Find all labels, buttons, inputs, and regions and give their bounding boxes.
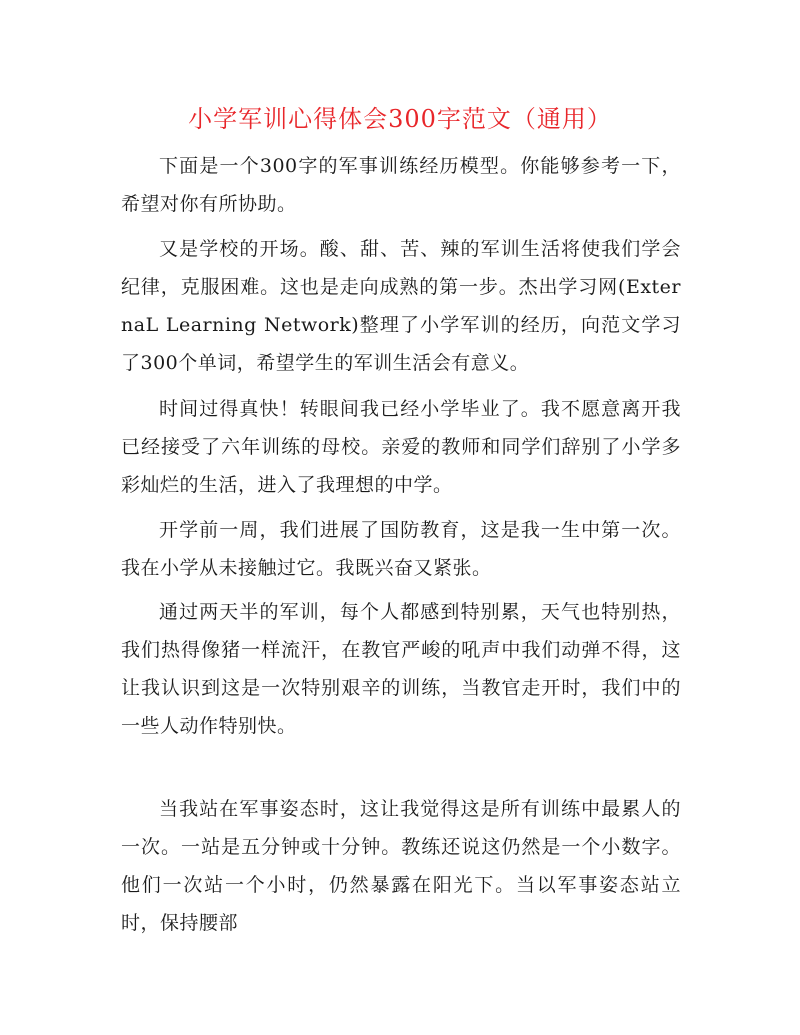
paragraph-school-start: 又是学校的开场。酸、甜、苦、辣的军训生活将使我们学会纪律，克服困难。这也是走向成熟的第一步。杰出学习网(ExternaL Learning Network)整理了小学军训的经历，向范文学习了300个单词，希望学生的军训生活会有意义。 xyxy=(121,238,681,374)
paragraph-military-posture: 当我站在军事姿态时，这让我觉得这是所有训练中最累人的一次。一站是五分钟或十分钟。教练还说这仍然是一个小数字。他们一次站一个小时，仍然暴露在阳光下。当以军事姿态站立时，保持腰部 xyxy=(121,798,681,934)
paragraph-intro: 下面是一个300字的军事训练经历模型。你能够参考一下，希望对你有所协助。 xyxy=(121,155,681,215)
document-title: 小学军训心得体会300字范文（通用） xyxy=(188,105,612,133)
paragraph-graduation: 时间过得真快！转眼间我已经小学毕业了。我不愿意离开我已经接受了六年训练的母校。亲爱的教师和同学们辞别了小学多彩灿烂的生活，进入了我理想的中学。 xyxy=(121,398,681,496)
paragraph-defense-education: 开学前一周，我们进展了国防教育，这是我一生中第一次。我在小学从未接触过它。我既兴奋又紧张。 xyxy=(121,519,681,579)
paragraph-training-experience: 通过两天半的军训，每个人都感到特别累，天气也特别热，我们热得像猪一样流汗，在教官严峻的吼声中我们动弹不得，这让我认识到这是一次特别艰辛的训练，当教官走开时，我们中的一些人动作特别快。 xyxy=(121,601,681,737)
